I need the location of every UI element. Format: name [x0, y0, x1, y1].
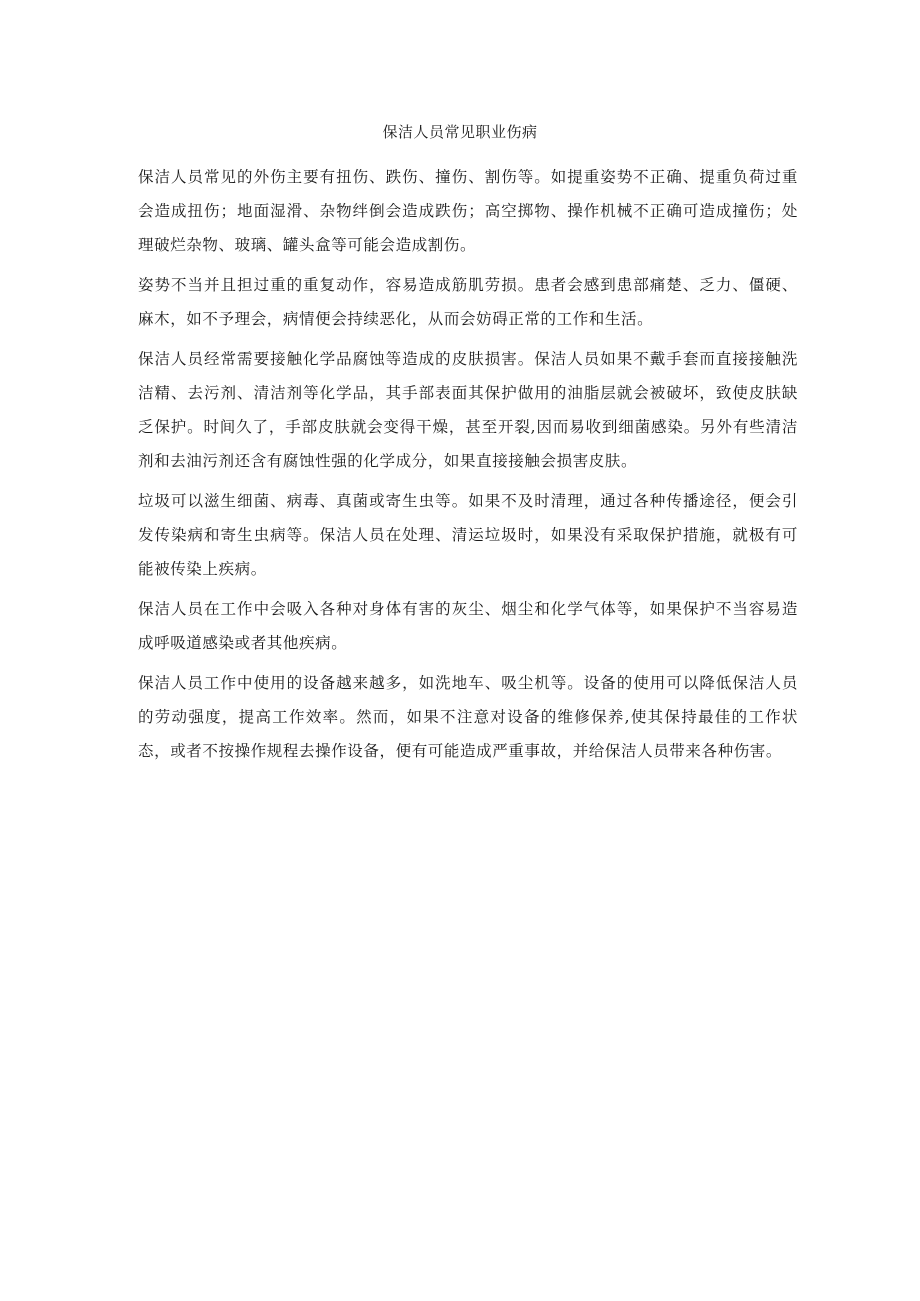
paragraph-skin-damage: 保洁人员经常需要接触化学品腐蚀等造成的皮肤损害。保洁人员如果不戴手套而直接接触洗洁精、去污剂、清洁剂等化学品，其手部表面其保护做用的油脂层就会被破坏，致使皮肤缺乏保护。时间久了，手部皮肤就会变得干燥，甚至开裂,因而易收到细菌感染。另外有些清洁剂和去油污剂还含有腐蚀性强的化学成分，如果直接接触会损害皮肤。	[138, 350, 798, 470]
paragraph-muscle-strain: 姿势不当并且担过重的重复动作，容易造成筋肌劳损。患者会感到患部痛楚、乏力、僵硬、麻木，如不予理会，病情便会持续恶化，从而会妨碍正常的工作和生活。	[138, 276, 798, 328]
paragraph-equipment-accidents: 保洁人员工作中使用的设备越来越多，如洗地车、吸尘机等。设备的使用可以降低保洁人员的劳动强度，提高工作效率。然而，如果不注意对设备的维修保养,使其保持最佳的工作状态，或者不按操作规程去操作设备，便有可能造成严重事故，并给保洁人员带来各种伤害。	[138, 674, 798, 760]
paragraph-respiratory: 保洁人员在工作中会吸入各种对身体有害的灰尘、烟尘和化学气体等，如果保护不当容易造成呼吸道感染或者其他疾病。	[138, 600, 798, 652]
paragraph-infectious-disease: 垃圾可以滋生细菌、病毒、真菌或寄生虫等。如果不及时清理，通过各种传播途径，便会引发传染病和寄生虫病等。保洁人员在处理、清运垃圾时，如果没有采取保护措施，就极有可能被传染上疾病。	[138, 492, 798, 578]
paragraph-external-injuries: 保洁人员常见的外伤主要有扭伤、跌伤、撞伤、割伤等。如提重姿势不正确、提重负荷过重会造成扭伤；地面湿滑、杂物绊倒会造成跌伤；高空掷物、操作机械不正确可造成撞伤；处理破烂杂物、玻璃、罐头盒等可能会造成割伤。	[138, 168, 798, 254]
document-title: 保洁人员常见职业伤病	[382, 123, 538, 141]
